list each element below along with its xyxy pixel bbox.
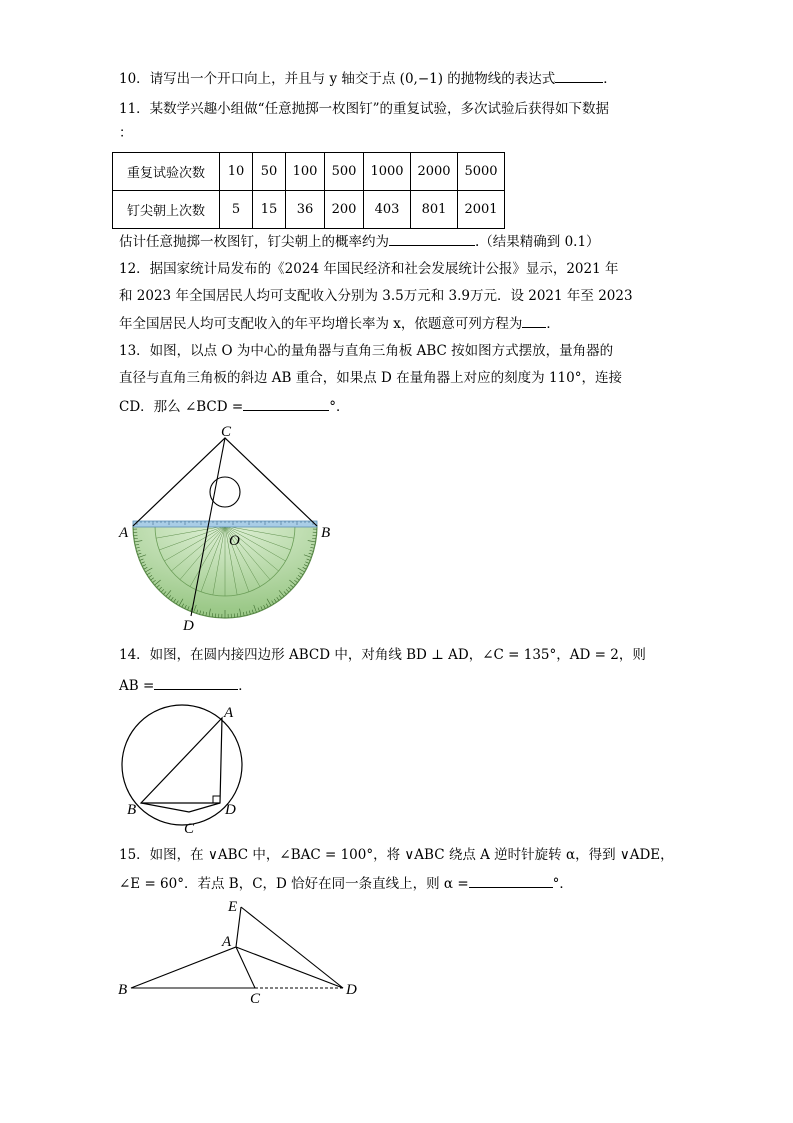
label-c: C bbox=[221, 424, 232, 440]
question-13-line3 bbox=[119, 396, 349, 416]
label-b: B bbox=[118, 982, 128, 998]
table-cell: 5 bbox=[220, 191, 253, 229]
table-cell: 2000 bbox=[411, 153, 458, 191]
circumcircle bbox=[122, 705, 242, 825]
label-a: A bbox=[224, 705, 234, 721]
table-cell: 1000 bbox=[364, 153, 411, 191]
question-14-line1: 14．如图，在圆内接四边形 ABCD 中，对角线 BD ⊥ AD，∠C = 135°，AD = 2，则 bbox=[119, 647, 646, 663]
answer-blank-12[interactable] bbox=[522, 313, 546, 328]
table-cell: 100 bbox=[286, 153, 325, 191]
table-cell: 5000 bbox=[458, 153, 505, 191]
question-10: 10．请写出一个开口向上，并且与 y 轴交于点 (0,−1) 的抛物线的表达式 ． bbox=[119, 68, 617, 88]
question-13-line3-text: CD．那么 ∠BCD = bbox=[119, 399, 244, 415]
label-d: D bbox=[346, 982, 357, 998]
question-11-followup bbox=[119, 231, 600, 251]
question-14-line2-text: AB = bbox=[119, 678, 155, 694]
figure-13-protractor bbox=[115, 420, 345, 635]
table-row bbox=[113, 191, 505, 229]
question-12-line2: 和 2023 年全国居民人均可支配收入分别为 3.5万元和 3.9万元．设 2021 年至 2023 bbox=[119, 288, 633, 304]
table-cell: 36 bbox=[286, 191, 325, 229]
label-d: D bbox=[183, 618, 194, 634]
question-13-line1: 13．如图，以点 O 为中心的量角器与直角三角板 ABC 按如图方式摆放，量角器的 bbox=[119, 343, 614, 359]
question-15-line2-text: ∠E = 60°．若点 B，C，D 恰好在同一条直线上，则 α = bbox=[119, 876, 469, 892]
quadrilateral-abcd bbox=[141, 718, 222, 812]
table-cell: 2001 bbox=[458, 191, 505, 229]
label-c: C bbox=[250, 991, 261, 1007]
answer-blank-10[interactable] bbox=[555, 68, 603, 83]
answer-blank-15[interactable] bbox=[469, 873, 553, 888]
label-a: A bbox=[222, 934, 232, 950]
question-13-line3-end: °． bbox=[329, 399, 350, 415]
table-header-cell: 重复试验次数 bbox=[113, 153, 220, 191]
question-12-line3 bbox=[119, 313, 560, 333]
answer-blank-14[interactable] bbox=[154, 675, 238, 690]
figure-15-rotation bbox=[115, 895, 365, 1010]
label-b: B bbox=[321, 525, 331, 541]
question-10-text: 10．请写出一个开口向上，并且与 y 轴交于点 (0,−1) 的抛物线的表达式 bbox=[119, 71, 556, 87]
label-a: A bbox=[119, 525, 129, 541]
table-cell: 15 bbox=[253, 191, 286, 229]
table-cell: 10 bbox=[220, 153, 253, 191]
label-b: B bbox=[127, 802, 137, 818]
question-12-line1: 12．据国家统计局发布的《2024 年国民经济和社会发展统计公报》显示，2021 年 bbox=[119, 261, 619, 277]
question-14-line2 bbox=[119, 675, 252, 695]
triangle-abc bbox=[133, 438, 317, 526]
question-11-followup-text: 估计任意抛掷一枚图钉，钉尖朝上的概率约为 bbox=[119, 234, 389, 250]
question-13-line2: 直径与直角三角板的斜边 AB 重合，如果点 D 在量角器上对应的刻度为 110°，连接 bbox=[119, 370, 622, 386]
question-11-followup-note: .（结果精确到 0.1） bbox=[475, 234, 600, 250]
question-15-line2-end: °． bbox=[552, 876, 573, 892]
table-cell: 50 bbox=[253, 153, 286, 191]
label-d: D bbox=[225, 802, 236, 818]
table-cell: 801 bbox=[411, 191, 458, 229]
question-15-line1: 15．如图，在 ∨ABC 中，∠BAC = 100°，将 ∨ABC 绕点 A 逆时针旋转 α，得到 ∨ADE， bbox=[119, 847, 674, 863]
table-row bbox=[113, 153, 505, 191]
question-12-line3-text: 年全国居民人均可支配收入的年平均增长率为 x，依题意可列方程为 bbox=[119, 316, 523, 332]
triangle-abc bbox=[131, 947, 255, 988]
answer-blank-11[interactable] bbox=[389, 231, 475, 246]
segment-ed bbox=[241, 907, 343, 988]
label-c: C bbox=[184, 821, 195, 837]
table-cell: 200 bbox=[325, 191, 364, 229]
figure-14-circle bbox=[118, 698, 258, 838]
label-o: O bbox=[229, 533, 240, 549]
answer-blank-13[interactable] bbox=[243, 396, 329, 411]
question-12-line3-end: ． bbox=[546, 316, 560, 332]
table-cell: 403 bbox=[364, 191, 411, 229]
right-angle-mark bbox=[213, 796, 220, 803]
question-14-line2-end: ． bbox=[238, 678, 252, 694]
question-15-line2 bbox=[119, 873, 573, 893]
question-11-line2: ： bbox=[119, 125, 133, 141]
label-e: E bbox=[228, 899, 238, 915]
table-cell: 500 bbox=[325, 153, 364, 191]
trial-data-table bbox=[112, 152, 505, 229]
table-header-cell: 钉尖朝上次数 bbox=[113, 191, 220, 229]
question-11-line1: 11．某数学兴趣小组做“任意抛掷一枚图钉”的重复试验，多次试验后获得如下数据 bbox=[119, 101, 609, 117]
